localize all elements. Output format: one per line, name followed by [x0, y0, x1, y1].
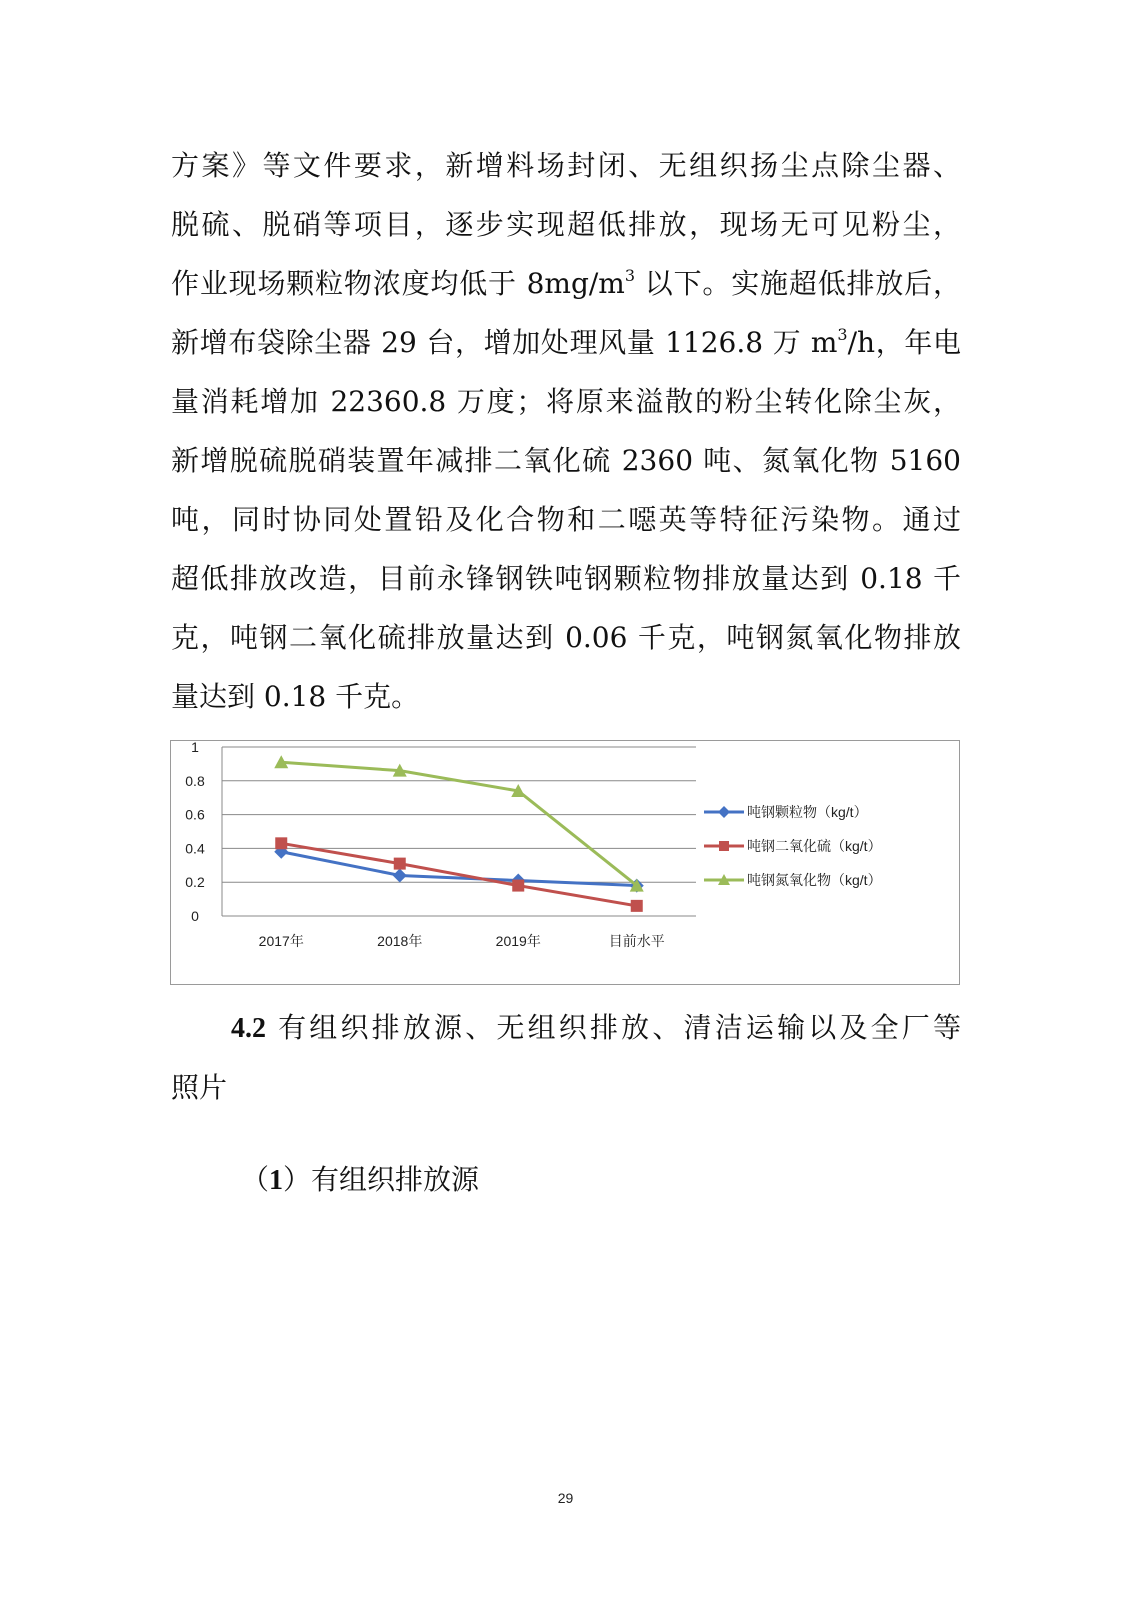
chart-canvas [171, 741, 959, 984]
series-line [281, 852, 637, 886]
square-marker [719, 841, 729, 851]
x-tick-label: 目前水平 [608, 933, 665, 949]
text-line: 量消耗增加 22360.8 万度；将原来溢散的粉尘转化除尘灰， [171, 385, 961, 418]
body-paragraph [171, 136, 961, 726]
emissions-line-chart [170, 740, 960, 985]
legend-label: 吨钢二氧化硫（kg/t） [747, 838, 882, 854]
text-line [171, 313, 961, 372]
text-line: 克，吨钢二氧化硫排放量达到 0.06 千克，吨钢氮氧化物排放 [171, 621, 961, 654]
text-fragment: 以下。实施超低排放后， [635, 267, 961, 300]
square-marker [512, 880, 524, 892]
x-tick-label: 2017年 [258, 933, 304, 949]
diamond-marker [393, 868, 407, 882]
text-fragment: /h，年电 [847, 326, 962, 359]
text-line: 脱硫、脱硝等项目，逐步实现超低排放，现场无可见粉尘， [171, 208, 961, 241]
square-marker [394, 858, 406, 870]
y-tick-label: 1 [191, 741, 199, 755]
square-marker [275, 837, 287, 849]
text-line: 方案》等文件要求，新增料场封闭、无组织扬尘点除尘器、 [171, 149, 961, 182]
text-line: 新增脱硫脱硝装置年减排二氧化硫 2360 吨、氮氧化物 5160 [171, 444, 961, 477]
diamond-marker [718, 806, 730, 818]
x-tick-label: 2019年 [495, 933, 541, 949]
y-tick-label: 0.6 [185, 806, 205, 823]
paren-close: ） [283, 1163, 312, 1196]
y-tick-label: 0.2 [185, 874, 205, 891]
text-fragment: 作业现场颗粒物浓度均低于 8mg/m [171, 267, 625, 300]
y-tick-label: 0.4 [185, 840, 205, 857]
superscript: 3 [837, 325, 848, 344]
section-title: 有组织排放源、无组织排放、清洁运输以及全厂等 [266, 1011, 961, 1044]
superscript: 3 [624, 266, 636, 285]
legend-label: 吨钢颗粒物（kg/t） [747, 804, 868, 820]
text-line: 量达到 0.18 千克。 [171, 680, 420, 713]
y-tick-label: 0 [191, 908, 199, 924]
subsection-heading [171, 1158, 961, 1198]
text-fragment: 新增布袋除尘器 29 台，增加处理风量 1126.8 万 m [171, 326, 838, 359]
subsection-title: 有组织排放源 [311, 1163, 480, 1196]
y-tick-label: 0.8 [185, 772, 205, 789]
paren-open: （ [241, 1163, 270, 1196]
legend-label: 吨钢氮氧化物（kg/t） [747, 872, 882, 888]
subsection-number: 1 [269, 1165, 284, 1196]
x-tick-label: 2018年 [377, 933, 423, 949]
text-line [171, 254, 961, 313]
text-line: 吨，同时协同处置铅及化合物和二噁英等特征污染物。通过 [171, 503, 961, 536]
text-line: 超低排放改造，目前永锋钢铁吨钢颗粒物排放量达到 0.18 千 [171, 562, 961, 595]
series-line [281, 843, 637, 906]
page-number: 29 [557, 1490, 574, 1506]
square-marker [631, 900, 643, 912]
section-heading-continued: 照片 [171, 1071, 228, 1104]
section-number: 4.2 [231, 1013, 266, 1044]
section-heading [171, 1006, 961, 1046]
